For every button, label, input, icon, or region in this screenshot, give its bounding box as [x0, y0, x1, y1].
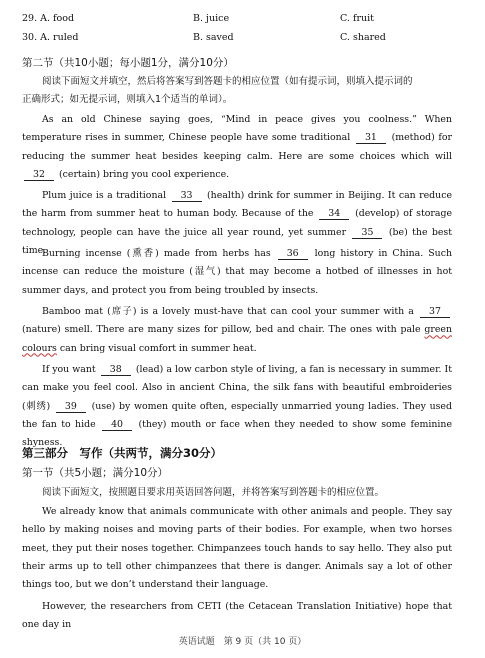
- wavy-underlined-phrase: green colours: [22, 324, 453, 354]
- section2-instruction: 阅读下面短文并填空，然后将答案写到答题卡的相应位置（如有提示词，则填入提示词的 正确形式；如无提示词，则填入1个适当的单词）。: [22, 76, 413, 105]
- part3-paragraph-1: We already know that animals communicate with other animals and people. They say hello by making noises and moving parts of their bodies. For example, when two horses meet, they put their noses together. Chimpanzees touch hands to say hello. They also put their arms up to tell other chimpanzees that there is danger. Animals say a lot of other things too, but we don’t understand their language.: [22, 506, 452, 591]
- blank-38: 38: [101, 364, 131, 376]
- part3-sub-heading: 第一节（共5小题；满分10分）: [22, 467, 169, 479]
- paragraph-5: If you want 38 (lead) a low carbon style of living, a fan is necessary in summer. It can make you feel cool. Also in ancient China, the silk fans with beautiful embroideries (刺绣) 39 (use) by women quite often, especially unmarried young ladies. They used the fan to hide 40 (they) mouth or face when they needed to show some feminine shyness.: [22, 364, 453, 449]
- options-row-29: [22, 12, 472, 25]
- blank-36: 36: [278, 248, 308, 260]
- blank-35: 35: [352, 227, 382, 239]
- blank-34: 34: [319, 208, 349, 220]
- blank-33: 33: [172, 190, 202, 202]
- part3-instruction: 阅读下面短文，按照题目要求用英语回答问题，并将答案写到答题卡的相应位置。: [42, 487, 385, 498]
- paragraph-4: Bamboo mat (席子) is a lovely must-have that can cool your summer with a 37 (nature) smell. There are many sizes for pillow, bed and chair. The ones with pale green colours can bring visual comfort in summer heat.: [22, 306, 453, 354]
- option-29-c: C. fruit: [340, 13, 375, 24]
- options-row-30: [22, 31, 472, 44]
- option-30-c: C. shared: [340, 32, 386, 43]
- paragraph-1: As an old Chinese saying goes, “Mind in peace gives you coolness.” When temperature rises in summer, Chinese people have some traditional 31 (method) for reducing the summer heat besides keeping calm. Here are some choices which will 32 (certain) bring you cool experience.: [22, 114, 453, 180]
- part3-paragraph-2: However, the researchers from CETI (the Cetacean Translation Initiative) hope that one day in: [22, 601, 452, 631]
- blank-37: 37: [420, 306, 450, 318]
- blank-32: 32: [24, 169, 54, 181]
- part3-heading: 第三部分 写作（共两节，满分30分）: [22, 446, 223, 460]
- paragraph-3: Burning incense (熏香) made from herbs has 36 long history in China. Such incense can reduce the moisture (湿气) that may become a hotbed of illnesses in hot summer days, and protect you from being troubled by insects.: [22, 248, 452, 296]
- page-footer: 英语试题 第 9 页（共 10 页）: [178, 637, 307, 647]
- option-30-b: B. saved: [193, 32, 234, 43]
- option-30-a: 30. A. ruled: [22, 32, 79, 43]
- blank-31: 31: [356, 132, 386, 144]
- blank-39: 39: [56, 401, 86, 413]
- section2-heading: 第二节（共10小题；每小题1分，满分10分）: [22, 57, 234, 69]
- option-29-b: B. juice: [193, 13, 230, 24]
- paragraph-2: Plum juice is a traditional 33 (health) drink for summer in Beijing. It can reduce the harm from summer heat to human body. Because of the 34 (develop) of storage technology, people can have the juice all year round, yet summer 35 (be) the best time.: [22, 190, 453, 256]
- blank-40: 40: [102, 419, 132, 431]
- option-29-a: 29. A. food: [22, 13, 75, 24]
